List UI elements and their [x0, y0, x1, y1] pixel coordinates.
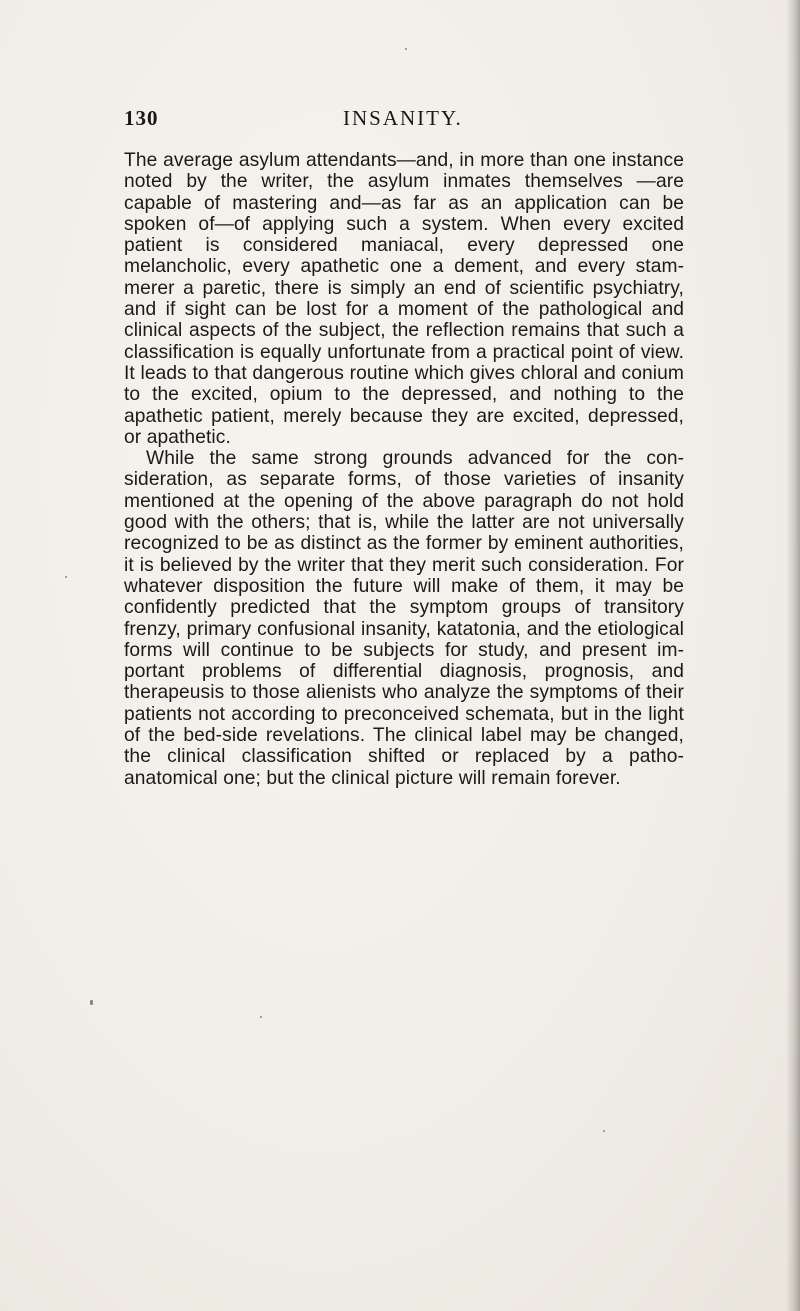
speck [65, 576, 67, 578]
paragraph: The average asylum attendants—and, in more than one instance noted by the writer, the asylum inmates themselves —are capable of mastering and—as far as an application can be spoken of—of applying such a system. When every excited patient is considered maniacal, every depressed one melancholic, every apathetic one a dement, and every stammerer a paretic, there is simply an end of scientific psychiatry, and if sight can be lost for a moment of the pathological and clinical aspects of the subject, the reflection remains that such a classification is equally unfortunate from a practical point of view. It leads to that dangerous routine which gives chloral and conium to the excited, opium to the depressed, and nothing to the apathetic patient, merely because they are excited, depressed, or apathetic. [124, 150, 684, 448]
speck [260, 1016, 262, 1018]
running-title: INSANITY. [343, 106, 463, 130]
speck [603, 1130, 605, 1132]
speck [90, 1000, 93, 1005]
page-edge-shadow [786, 0, 800, 1311]
speck [405, 48, 407, 50]
paragraph: While the same strong grounds advanced for the consideration, as separate forms, of those varieties of insanity mentioned at the opening of the above paragraph do not hold good with the others; that is, while the latter are not universally recognized to be as distinct as the former by eminent authorities, it is believed by the writer that they merit such consideration. For whatever disposition the future will make of them, it may be confidently predicted that the symptom groups of transitory frenzy, primary confusional insanity, katatonia, and the etiological forms will continue to be subjects for study, and present important problems of differential diagnosis, prognosis, and therapeusis to those alienists who analyze the symptoms of their patients not according to preconceived schemata, but in the light of the bed-side revelations. The clinical label may be changed, the clinical classification shifted or replaced by a patho-anatomical one; but the clinical picture will remain forever. [124, 448, 684, 789]
page-number: 130 [124, 106, 159, 130]
running-head [124, 106, 684, 134]
body-text [124, 150, 684, 789]
